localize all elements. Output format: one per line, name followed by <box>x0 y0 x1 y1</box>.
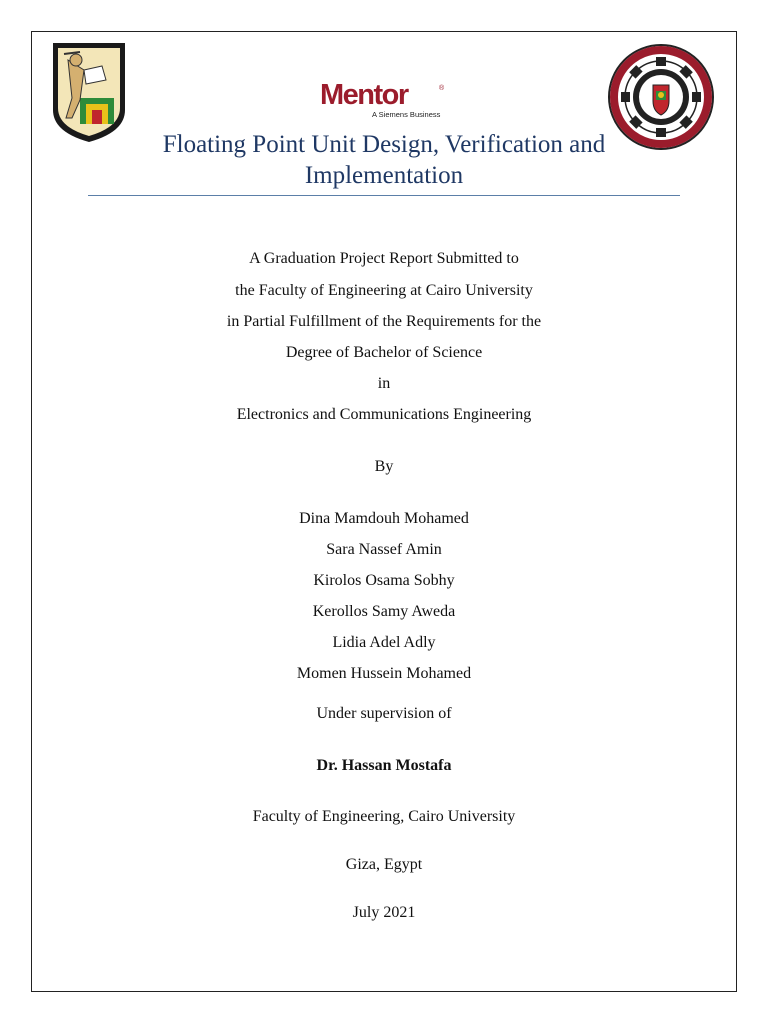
submission-line: in Partial Fulfillment of the Requirements for the <box>226 313 542 330</box>
location: Giza, Egypt <box>345 856 423 873</box>
author-name: Dina Mamdouh Mohamed <box>299 510 469 527</box>
author-name: Sara Nassef Amin <box>326 541 442 558</box>
submission-line: A Graduation Project Report Submitted to <box>249 250 519 267</box>
title-divider <box>88 195 680 196</box>
mentor-wordmark: Mentor <box>320 79 408 111</box>
report-date: July 2021 <box>352 904 416 921</box>
by-label: By <box>374 458 394 475</box>
author-name: Kerollos Samy Aweda <box>312 603 456 620</box>
author-name: Lidia Adel Adly <box>332 634 436 651</box>
submission-line: in <box>377 375 391 392</box>
cairo-university-logo <box>50 40 128 144</box>
author-name: Kirolos Osama Sobhy <box>313 572 455 589</box>
submission-line: Electronics and Communications Engineering <box>236 406 532 423</box>
submission-line: Degree of Bachelor of Science <box>285 344 483 361</box>
report-title-line-1: Floating Point Unit Design, Verification and <box>162 131 606 158</box>
registered-mark: ® <box>439 85 445 92</box>
institution: Faculty of Engineering, Cairo University <box>252 808 516 825</box>
submission-line: the Faculty of Engineering at Cairo University <box>235 282 533 299</box>
supervisor-name: Dr. Hassan Mostafa <box>316 757 452 774</box>
mentor-tagline: A Siemens Business <box>372 110 441 119</box>
report-title-line-2: Implementation <box>304 162 464 189</box>
supervision-label: Under supervision of <box>316 705 452 722</box>
mentor-logo <box>318 78 450 120</box>
author-name: Momen Hussein Mohamed <box>296 665 472 682</box>
